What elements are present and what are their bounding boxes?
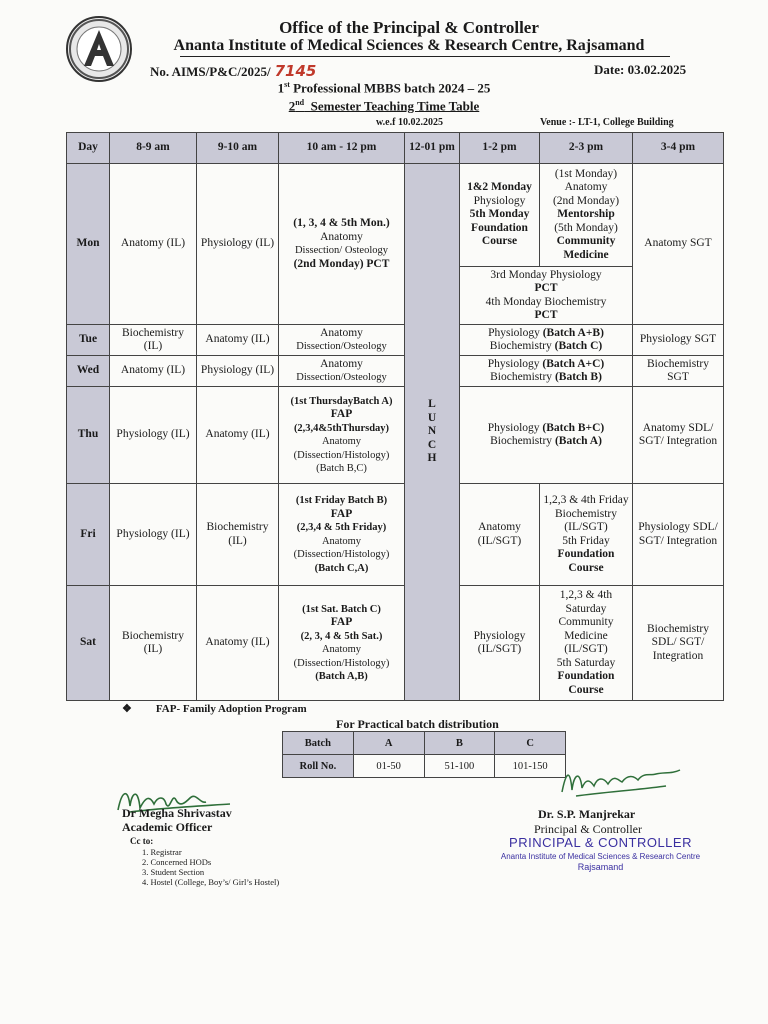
batch-head-b: B bbox=[424, 732, 495, 755]
rollno-a: 01-50 bbox=[353, 755, 424, 778]
wed-slot3-line2: Dissection/Osteology bbox=[296, 372, 387, 383]
mon-slot56-line2: PCT bbox=[534, 282, 558, 294]
cc-item: 4. Hostel (College, Boy’s/ Girl’s Hostel) bbox=[142, 877, 280, 887]
cc-list bbox=[142, 847, 279, 887]
reference-handwritten: 7145 bbox=[274, 62, 317, 80]
batch-table-head bbox=[283, 732, 566, 755]
tue-slot56 bbox=[460, 325, 633, 356]
thu-slot56-batch1: (Batch B+C) bbox=[542, 421, 605, 434]
mon-slot5 bbox=[460, 164, 540, 267]
sat-slot3-line4: Anatomy (Dissection/Histology) bbox=[293, 644, 390, 669]
row-thursday bbox=[67, 387, 724, 484]
mon-slot56 bbox=[460, 267, 633, 325]
sat-slot6-line3: 5th Saturday bbox=[556, 656, 616, 669]
thu-slot1: Physiology (IL) bbox=[110, 387, 197, 484]
col-header-9-10: 9-10 am bbox=[197, 133, 279, 164]
thu-slot2: Anatomy (IL) bbox=[197, 387, 279, 484]
thu-slot56-subj2: Biochemistry bbox=[490, 435, 553, 447]
sat-slot6-line1: 1,2,3 & 4th Saturday bbox=[559, 589, 613, 615]
thu-slot56-subj1: Physiology bbox=[487, 421, 540, 434]
tue-slot3-line1: Anatomy bbox=[320, 326, 363, 339]
mon-slot1: Anatomy (IL) bbox=[110, 164, 197, 325]
rollno-label: Roll No. bbox=[283, 755, 354, 778]
thu-slot3-line3: (2,3,4&5thThursday) bbox=[293, 422, 390, 434]
principal-name: Dr. S.P. Manjrekar bbox=[538, 807, 636, 821]
sat-slot6-line2: Community Medicine (IL/SGT) bbox=[558, 616, 614, 655]
principal-role: Principal & Controller bbox=[534, 822, 642, 836]
reference-prefix: No. AIMS/P&C/2025/ bbox=[150, 64, 271, 79]
mon-slot6-line4: Mentorship bbox=[557, 208, 615, 221]
wed-slot1: Anatomy (IL) bbox=[110, 356, 197, 387]
fri-slot2: Biochemistry (IL) bbox=[197, 484, 279, 586]
mon-slot56-line4: PCT bbox=[534, 309, 558, 321]
sat-slot3-line3: (2, 3, 4 & 5th Sat.) bbox=[300, 630, 383, 642]
wed-slot56-batch1: (Batch A+C) bbox=[542, 357, 605, 370]
bullet-icon: ❖ bbox=[122, 703, 132, 715]
mon-slot6-line2: Anatomy bbox=[564, 181, 608, 194]
tue-slot3-line2: Dissection/Osteology bbox=[296, 341, 387, 352]
fri-slot3-line3: (2,3,4 & 5th Friday) bbox=[296, 522, 387, 533]
fap-footnote bbox=[122, 702, 307, 715]
lunch-column: L U N C H bbox=[405, 164, 460, 701]
row-tuesday bbox=[67, 325, 724, 356]
fri-slot5: Anatomy (IL/SGT) bbox=[460, 484, 540, 586]
sat-slot6-line4: Foundation Course bbox=[557, 670, 615, 696]
sat-slot5: Physiology (IL/SGT) bbox=[460, 586, 540, 701]
stamp-place: Rajsamand bbox=[577, 862, 624, 872]
row-saturday bbox=[67, 586, 724, 701]
col-header-3-4: 3-4 pm bbox=[633, 133, 724, 164]
mon-slot6-line1: (1st Monday) bbox=[554, 167, 618, 180]
fri-slot3-line1: (1st Friday Batch B) bbox=[295, 495, 388, 506]
sat-slot7: Biochemistry SDL/ SGT/ Integration bbox=[633, 586, 724, 701]
sat-slot3 bbox=[279, 586, 405, 701]
thu-slot56-batch2: (Batch A) bbox=[554, 435, 602, 447]
fri-slot6-line2: Biochemistry (IL/SGT) bbox=[555, 507, 617, 533]
col-header-12-01: 12-01 pm bbox=[405, 133, 460, 164]
thu-slot3-line4: Anatomy (Dissection/Histology) bbox=[293, 436, 390, 461]
batch-distribution-title: For Practical batch distribution bbox=[336, 717, 499, 731]
tue-slot56-batch1: (Batch A+B) bbox=[542, 326, 604, 339]
thu-slot3-line5: (Batch B,C) bbox=[316, 463, 367, 474]
fri-slot7: Physiology SDL/ SGT/ Integration bbox=[633, 484, 724, 586]
fri-slot6-line1: 1,2,3 & 4th Friday bbox=[543, 494, 629, 506]
tue-slot1: Biochemistry (IL) bbox=[110, 325, 197, 356]
cc-label: Cc to: bbox=[130, 836, 154, 846]
col-header-8-9: 8-9 am bbox=[110, 133, 197, 164]
mon-slot5-line2: Physiology bbox=[473, 194, 526, 207]
sat-slot2: Anatomy (IL) bbox=[197, 586, 279, 701]
reference-number bbox=[150, 62, 316, 80]
stamp-institute: Ananta Institute of Medical Sciences & Research Centre bbox=[500, 852, 701, 861]
principal-signature bbox=[556, 762, 686, 802]
mon-slot5-line1: 1&2 Monday bbox=[467, 181, 532, 194]
wed-slot56-batch2: (Batch B) bbox=[554, 371, 602, 383]
batch-head-a: A bbox=[353, 732, 424, 755]
fri-slot3-line2: FAP bbox=[330, 507, 353, 520]
wed-slot2: Physiology (IL) bbox=[197, 356, 279, 387]
rollno-c: 101-150 bbox=[495, 755, 566, 778]
academic-officer-name: Dr Megha Shrivastav bbox=[122, 806, 232, 820]
semester-title: 2nd Semester Teaching Time Table bbox=[288, 98, 480, 114]
thu-slot7: Anatomy SDL/ SGT/ Integration bbox=[633, 387, 724, 484]
day-wed: Wed bbox=[67, 356, 110, 387]
thu-slot3 bbox=[279, 387, 405, 484]
fri-slot6-line3: 5th Friday bbox=[562, 534, 610, 547]
tue-slot56-subj2: Biochemistry bbox=[489, 340, 552, 352]
day-mon: Mon bbox=[67, 164, 110, 325]
document-date: Date: 03.02.2025 bbox=[594, 62, 687, 77]
batch-table bbox=[282, 731, 566, 778]
mon-slot6-line6: Community Medicine bbox=[556, 235, 616, 261]
mon-slot3-line2: Anatomy bbox=[320, 230, 363, 243]
wed-slot3 bbox=[279, 356, 405, 387]
day-thu: Thu bbox=[67, 387, 110, 484]
tue-slot56-subj1: Physiology bbox=[488, 326, 540, 339]
sat-slot3-line1: (1st Sat. Batch C) bbox=[302, 603, 381, 615]
fri-slot1: Physiology (IL) bbox=[110, 484, 197, 586]
fap-footnote-text: FAP- Family Adoption Program bbox=[155, 703, 307, 715]
timetable bbox=[66, 132, 724, 701]
cc-item: 3. Student Section bbox=[142, 867, 205, 877]
office-title: Office of the Principal & Controller bbox=[279, 18, 539, 37]
wed-slot7: Biochemistry SGT bbox=[633, 356, 724, 387]
mon-slot3 bbox=[279, 164, 405, 325]
wed-slot56-subj1: Physiology bbox=[487, 357, 540, 370]
batch-title: 1st Professional MBBS batch 2024 – 25 bbox=[277, 80, 491, 96]
sat-slot3-line2: FAP bbox=[330, 616, 353, 628]
mon-slot2: Physiology (IL) bbox=[197, 164, 279, 325]
header-row bbox=[67, 133, 724, 164]
cc-item: 1. Registrar bbox=[142, 847, 182, 857]
header-rule bbox=[180, 56, 670, 57]
mon-slot56-line3: 4th Monday Biochemistry bbox=[485, 295, 607, 308]
col-header-1-2: 1-2 pm bbox=[460, 133, 540, 164]
col-header-10-12: 10 am - 12 pm bbox=[279, 133, 405, 164]
sat-slot6 bbox=[540, 586, 633, 701]
official-stamp bbox=[498, 835, 703, 872]
mon-slot56-line1: 3rd Monday Physiology bbox=[490, 268, 602, 281]
row-monday bbox=[67, 164, 724, 267]
sat-slot3-line5: (Batch A,B) bbox=[315, 671, 368, 682]
day-tue: Tue bbox=[67, 325, 110, 356]
fri-slot6-line4: Foundation Course bbox=[557, 548, 615, 574]
batch-head-label: Batch bbox=[283, 732, 354, 755]
mon-slot7: Anatomy SGT bbox=[633, 164, 724, 325]
academic-officer-role: Academic Officer bbox=[122, 820, 213, 834]
mon-slot3-line3: Dissection/ Osteology bbox=[294, 245, 389, 256]
fri-slot6 bbox=[540, 484, 633, 586]
venue: Venue :- LT-1, College Building bbox=[540, 117, 674, 128]
tue-slot2: Anatomy (IL) bbox=[197, 325, 279, 356]
batch-table-row bbox=[283, 755, 566, 778]
mon-slot5-line3: 5th Monday Foundation Course bbox=[469, 208, 530, 248]
fri-slot3 bbox=[279, 484, 405, 586]
day-fri: Fri bbox=[67, 484, 110, 586]
col-header-2-3: 2-3 pm bbox=[540, 133, 633, 164]
wed-slot56-subj2: Biochemistry bbox=[490, 371, 553, 383]
mon-slot3-line4: (2nd Monday) PCT bbox=[293, 257, 390, 270]
batch-head-c: C bbox=[495, 732, 566, 755]
tue-slot56-batch2: (Batch C) bbox=[554, 340, 603, 352]
row-wednesday bbox=[67, 356, 724, 387]
tue-slot3 bbox=[279, 325, 405, 356]
wed-slot56 bbox=[460, 356, 633, 387]
stamp-title: PRINCIPAL & CONTROLLER bbox=[509, 835, 692, 850]
thu-slot3-line1: (1st ThursdayBatch A) bbox=[290, 395, 393, 407]
institute-logo bbox=[66, 16, 132, 82]
thu-slot56 bbox=[460, 387, 633, 484]
mon-slot6-line3: (2nd Monday) bbox=[552, 194, 620, 207]
mon-slot3-line1: (1, 3, 4 & 5th Mon.) bbox=[293, 217, 390, 229]
mon-slot6 bbox=[540, 164, 633, 267]
rollno-b: 51-100 bbox=[424, 755, 495, 778]
wed-slot3-line1: Anatomy bbox=[320, 357, 363, 370]
sat-slot1: Biochemistry (IL) bbox=[110, 586, 197, 701]
fri-slot3-line4: Anatomy (Dissection/Histology) bbox=[293, 535, 390, 560]
col-header-day: Day bbox=[67, 133, 110, 164]
cc-item: 2. Concerned HODs bbox=[142, 857, 212, 867]
thu-slot3-line2: FAP bbox=[330, 408, 353, 420]
tue-slot7: Physiology SGT bbox=[633, 325, 724, 356]
day-sat: Sat bbox=[67, 586, 110, 701]
fri-slot3-line5: (Batch C,A) bbox=[314, 562, 369, 574]
mon-slot6-line5: (5th Monday) bbox=[554, 221, 618, 234]
institute-name: Ananta Institute of Medical Sciences & Research Centre, Rajsamand bbox=[173, 37, 645, 54]
effective-date: w.e.f 10.02.2025 bbox=[376, 117, 443, 128]
row-friday bbox=[67, 484, 724, 586]
